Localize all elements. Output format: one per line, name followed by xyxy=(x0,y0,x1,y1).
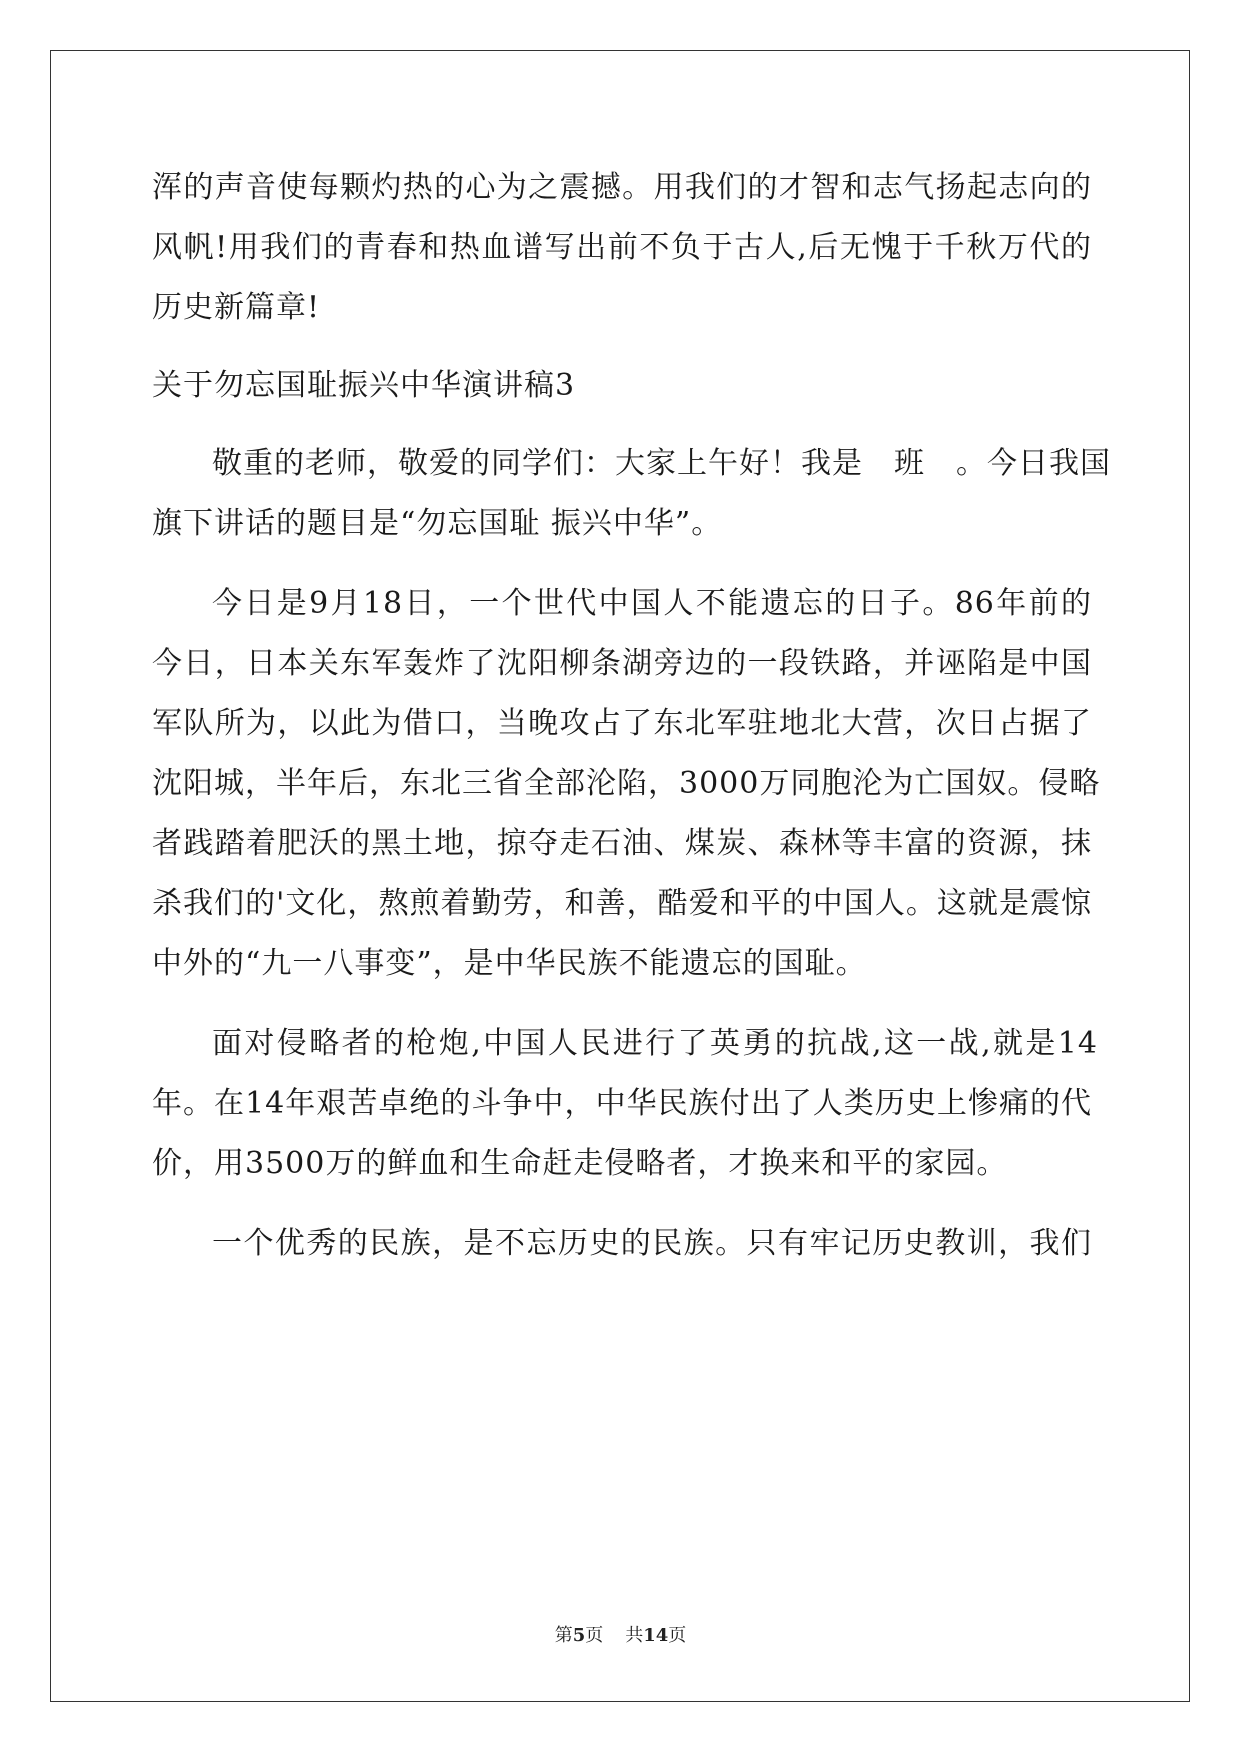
text-line: 浑的声音使每颗灼热的心为之震撼。用我们的才智和志气扬起志向的 xyxy=(152,170,1092,205)
text-line: 年。在14年艰苦卓绝的斗争中，中华民族付出了人类历史上惨痛的代 xyxy=(152,1086,1092,1121)
footer-page-unit: 页 xyxy=(585,1625,604,1646)
text-line: 价，用3500万的鲜血和生命赶走侵略者，才换来和平的家园。 xyxy=(152,1146,1008,1181)
text-line: 历史新篇章! xyxy=(152,290,321,325)
paragraph-first-line: 一个优秀的民族，是不忘历史的民族。只有牢记历史教训，我们 xyxy=(212,1226,1092,1261)
text-line: 中外的“九一八事变”，是中华民族不能遗忘的国耻。 xyxy=(152,946,867,981)
footer-total-pages: 14 xyxy=(643,1625,669,1646)
paragraph-first-line: 敬重的老师，敬爱的同学们：大家上午好！我是 班 。今日我国 xyxy=(212,446,1111,481)
text-line: 旗下讲话的题目是“勿忘国耻 振兴中华”。 xyxy=(152,506,723,541)
text-line: 军队所为，以此为借口，当晚攻占了东北军驻地北大营，次日占据了 xyxy=(152,706,1092,741)
footer-page-prefix: 第 xyxy=(554,1625,573,1646)
page-footer xyxy=(0,1624,1241,1648)
section-heading: 关于勿忘国耻振兴中华演讲稿3 xyxy=(152,368,576,403)
footer-total-unit: 页 xyxy=(668,1625,687,1646)
text-line: 风帆!用我们的青春和热血谱写出前不负于古人,后无愧于千秋万代的 xyxy=(152,230,1092,265)
text-line: 杀我们的'文化，熬煎着勤劳，和善，酷爱和平的中国人。这就是震惊 xyxy=(152,886,1092,921)
footer-total-prefix: 共 xyxy=(625,1625,644,1646)
paragraph-first-line: 面对侵略者的枪炮,中国人民进行了英勇的抗战,这一战,就是14 xyxy=(212,1026,1098,1061)
text-line: 沈阳城，半年后，东北三省全部沦陷，3000万同胞沦为亡国奴。侵略 xyxy=(152,766,1101,801)
paragraph-first-line: 今日是9月18日，一个世代中国人不能遗忘的日子。86年前的 xyxy=(212,586,1092,621)
footer-page-number: 5 xyxy=(572,1625,586,1646)
text-line: 今日，日本关东军轰炸了沈阳柳条湖旁边的一段铁路，并诬陷是中国 xyxy=(152,646,1092,681)
text-line: 者践踏着肥沃的黑土地，掠夺走石油、煤炭、森林等丰富的资源，抹 xyxy=(152,826,1092,861)
